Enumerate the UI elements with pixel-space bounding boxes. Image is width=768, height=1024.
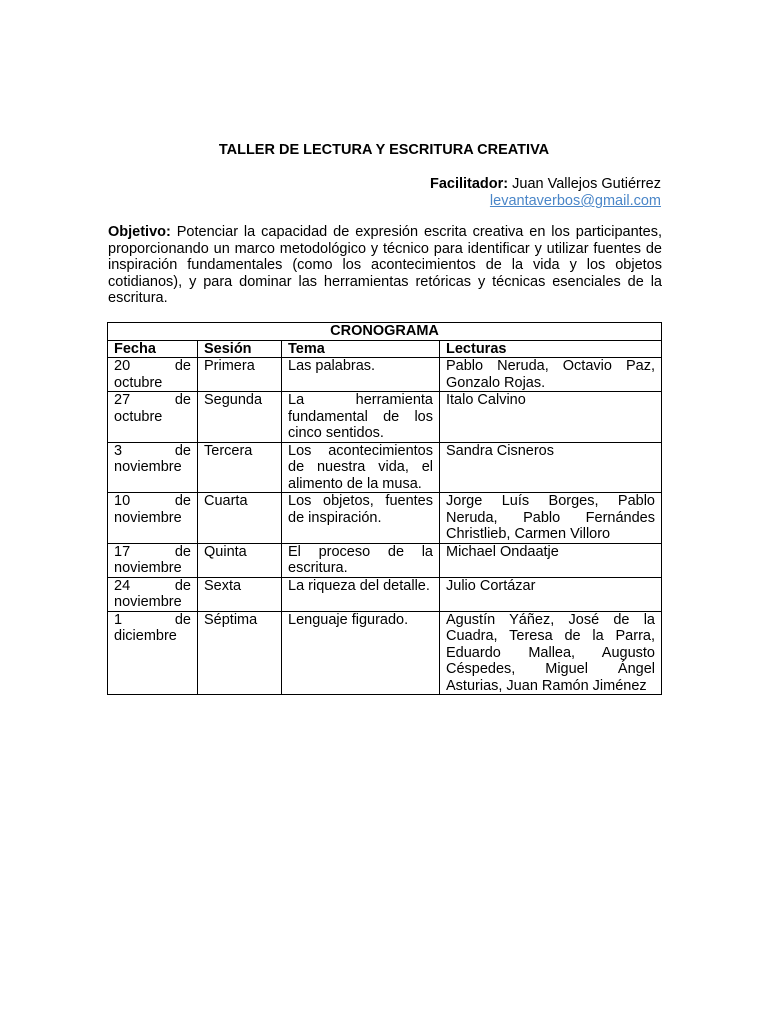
cell-fecha: 1 de diciembre xyxy=(108,611,198,695)
cell-fecha: 17 de noviembre xyxy=(108,543,198,577)
table-row xyxy=(108,358,662,392)
header-lecturas: Lecturas xyxy=(440,340,662,358)
cell-lecturas: Michael Ondaatje xyxy=(440,543,662,577)
cell-sesion: Primera xyxy=(198,358,282,392)
facilitator-name: Juan Vallejos Gutiérrez xyxy=(512,176,661,192)
page-title: TALLER DE LECTURA Y ESCRITURA CREATIVA xyxy=(218,142,550,158)
facilitator-block xyxy=(430,176,661,210)
objective-text: Potenciar la capacidad de expresión escrita creativa en los participantes, proporcionando un marco metodológico y técnico para identificar y utilizar fuentes de inspiración fundamentales (como los acontecimientos de la vida y los objetos cotidianos), y para dominar las herramientas retóricas y técnicas esenciales de la escritura. xyxy=(108,224,663,306)
cell-lecturas: Pablo Neruda, Octavio Paz, Gonzalo Rojas. xyxy=(440,358,662,392)
facilitator-label: Facilitador: xyxy=(429,176,509,192)
cell-sesion: Séptima xyxy=(198,611,282,695)
table-row xyxy=(108,577,662,611)
header-fecha: Fecha xyxy=(108,340,198,358)
schedule-table xyxy=(107,322,662,695)
cell-lecturas: Italo Calvino xyxy=(440,392,662,443)
cell-tema: La herramienta fundamental de los cinco sentidos. xyxy=(282,392,440,443)
cell-sesion: Quinta xyxy=(198,543,282,577)
cell-sesion: Cuarta xyxy=(198,493,282,544)
cell-sesion: Sexta xyxy=(198,577,282,611)
header-sesion: Sesión xyxy=(198,340,282,358)
schedule-header-row xyxy=(108,340,662,358)
header-tema: Tema xyxy=(282,340,440,358)
table-row xyxy=(108,493,662,544)
cell-lecturas: Sandra Cisneros xyxy=(440,442,662,493)
cell-tema: Las palabras. xyxy=(282,358,440,392)
cell-tema: Los objetos, fuentes de inspiración. xyxy=(282,493,440,544)
facilitator-email-link[interactable]: levantaverbos@gmail.com xyxy=(489,193,661,209)
objective-label: Objetivo: xyxy=(108,224,171,240)
table-row xyxy=(108,611,662,695)
cell-lecturas: Agustín Yáñez, José de la Cuadra, Teresa de la Parra, Eduardo Mallea, Augusto Céspedes, Miguel Ángel Asturias, Juan Ramón Jiménez xyxy=(440,611,662,695)
table-row xyxy=(108,543,662,577)
objective-paragraph xyxy=(108,224,662,307)
table-row xyxy=(108,442,662,493)
schedule-caption: CRONOGRAMA xyxy=(108,323,662,341)
cell-fecha: 20 de octubre xyxy=(108,358,198,392)
cell-tema: La riqueza del detalle. xyxy=(282,577,440,611)
cell-fecha: 3 de noviembre xyxy=(108,442,198,493)
cell-lecturas: Jorge Luís Borges, Pablo Neruda, Pablo Fernándes Christlieb, Carmen Villoro xyxy=(440,493,662,544)
cell-sesion: Segunda xyxy=(198,392,282,443)
cell-tema: Los acontecimientos de nuestra vida, el alimento de la musa. xyxy=(282,442,440,493)
cell-fecha: 27 de octubre xyxy=(108,392,198,443)
cell-fecha: 10 de noviembre xyxy=(108,493,198,544)
cell-tema: Lenguaje figurado. xyxy=(282,611,440,695)
cell-sesion: Tercera xyxy=(198,442,282,493)
table-row xyxy=(108,392,662,443)
cell-tema: El proceso de la escritura. xyxy=(282,543,440,577)
cell-fecha: 24 de noviembre xyxy=(108,577,198,611)
cell-lecturas: Julio Cortázar xyxy=(440,577,662,611)
